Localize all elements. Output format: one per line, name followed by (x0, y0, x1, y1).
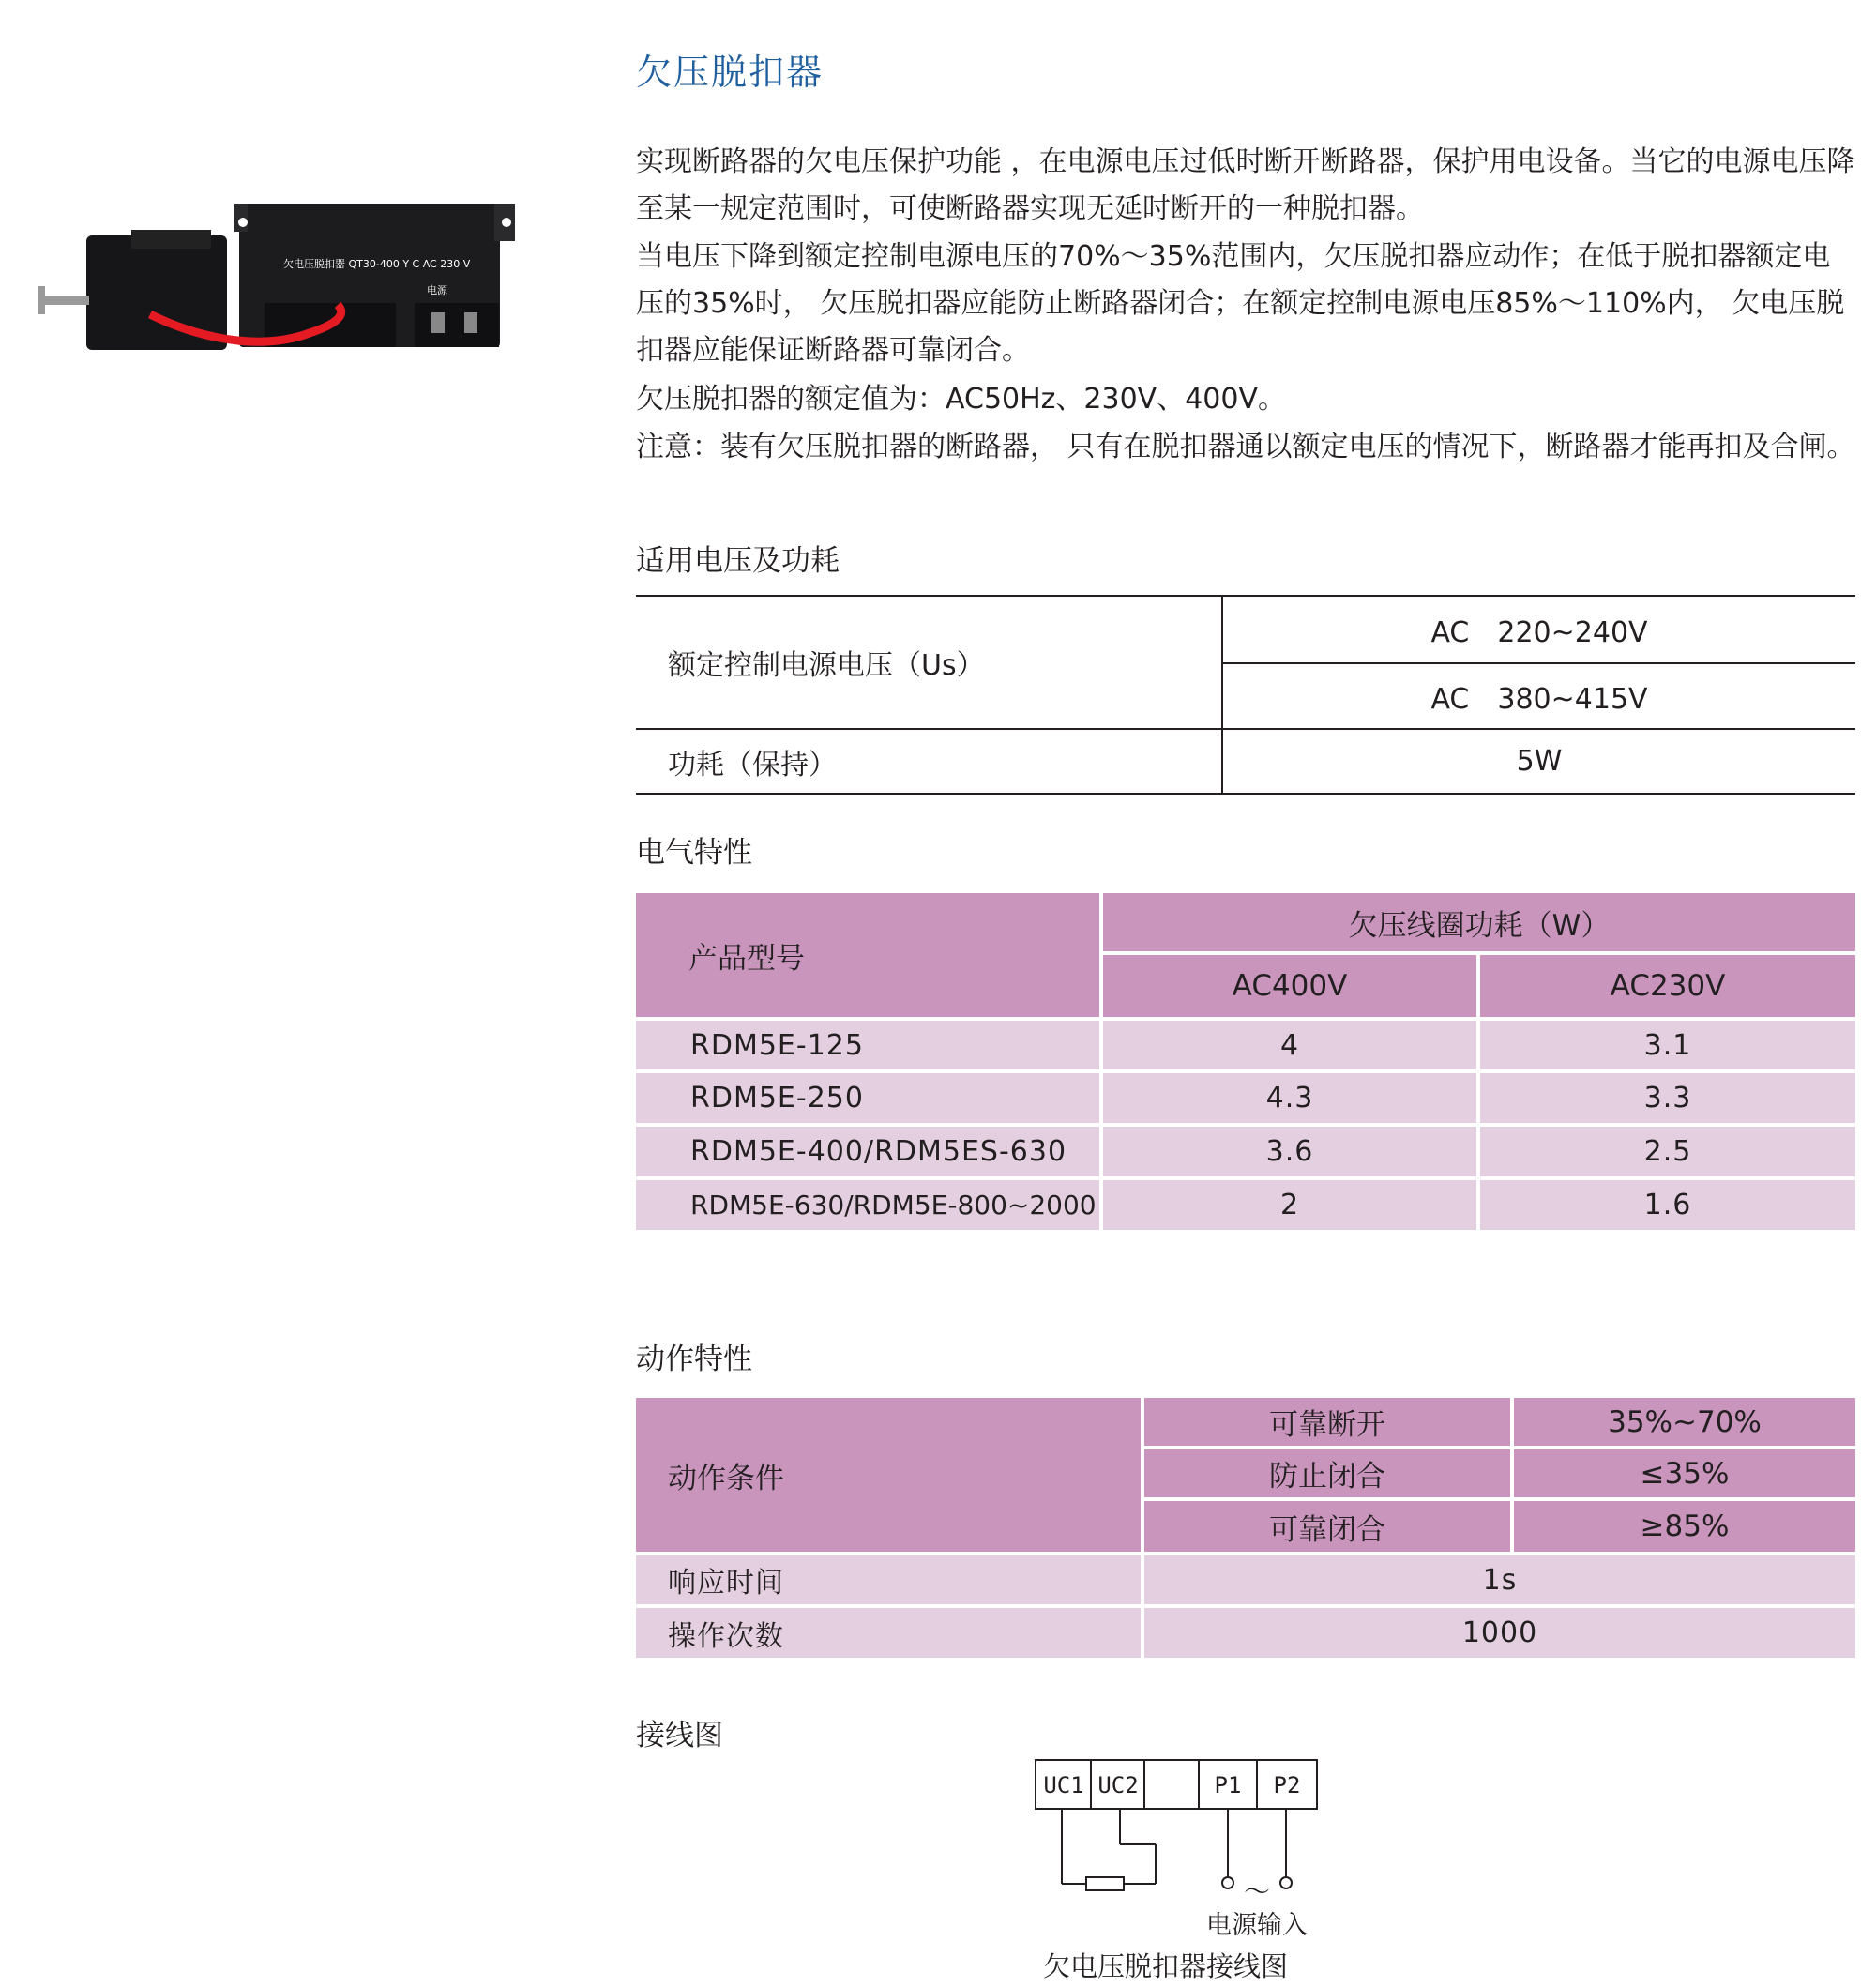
condition-value: ≤35% (1514, 1449, 1855, 1497)
action-paragraph: 当电压下降到额定控制电源电压的70%～35%范围内，欠压脱扣器应动作；在低于脱扣器额定电压的35%时， 欠压脱扣器应能防止断路器闭合；在额定控制电源电压85%～110%内， 欠电压脱扣器应能保证断路器可靠闭合。 (636, 240, 1845, 367)
wiring-diagram (1022, 1752, 1332, 1940)
condition-name: 可靠断开 (1144, 1398, 1510, 1446)
condition-name: 可靠闭合 (1144, 1501, 1510, 1552)
action-heading: 动作特性 (636, 1342, 752, 1376)
rated-voltage-value-2: AC 380~415V (1430, 683, 1648, 716)
condition-value: 35%~70% (1514, 1398, 1855, 1446)
table-row-ac230: 3.1 (1480, 1021, 1855, 1069)
table-row-ac230: 3.3 (1480, 1073, 1855, 1123)
terminal-p2: P2 (1273, 1772, 1301, 1798)
power-value: 5W (1516, 745, 1563, 778)
table-row-ac400: 3.6 (1103, 1127, 1476, 1176)
table-row-model: RDM5E-250 (636, 1073, 1099, 1123)
table-row-ac400: 4 (1103, 1021, 1476, 1069)
voltage-heading: 适用电压及功耗 (636, 544, 840, 578)
voltage-table (636, 595, 1855, 795)
power-label: 功耗（保持） (668, 748, 837, 781)
table-row-model: RDM5E-400/RDM5ES-630 (636, 1127, 1099, 1176)
terminal-uc2: UC2 (1097, 1772, 1139, 1798)
electrical-heading: 电气特性 (636, 836, 752, 870)
table-row-ac400: 4.3 (1103, 1073, 1476, 1123)
table-row-ac400: 2 (1103, 1180, 1476, 1230)
response-time-value: 1s (1144, 1555, 1855, 1604)
table-row-model: RDM5E-125 (636, 1021, 1099, 1069)
condition-value: ≥85% (1514, 1501, 1855, 1552)
wiring-heading: 接线图 (636, 1719, 723, 1752)
product-terminal-text: 电源 (427, 284, 447, 296)
rated-voltage-label: 额定控制电源电压（Us） (668, 649, 985, 682)
product-label-text: 欠电压脱扣器 QT30-400 Y C AC 230 V (283, 258, 471, 270)
power-input-label: 电源输入 (1206, 1911, 1308, 1940)
note-paragraph: 注意：装有欠压脱扣器的断路器， 只有在脱扣器通以额定电压的情况下，断路器才能再扣及合闸。 (636, 431, 1855, 463)
rated-voltage-value-1: AC 220~240V (1430, 616, 1648, 649)
operations-value: 1000 (1144, 1608, 1855, 1658)
model-header: 产品型号 (636, 893, 1099, 1017)
col-header-ac400: AC400V (1103, 955, 1476, 1017)
terminal-p1: P1 (1214, 1772, 1242, 1798)
page-title: 欠压脱扣器 (636, 52, 825, 93)
table-row-model: RDM5E-630/RDM5E-800~2000 (636, 1180, 1099, 1230)
table-row-ac230: 2.5 (1480, 1127, 1855, 1176)
col-header-ac230: AC230V (1480, 955, 1855, 1017)
condition-label: 动作条件 (636, 1398, 1141, 1552)
intro-paragraph: 实现断路器的欠电压保护功能 ，在电源电压过低时断开断路器，保护用电设备。当它的电源电压降至某一规定范围时，可使断路器实现无延时断开的一种脱扣器。 (636, 145, 1855, 225)
wiring-caption: 欠电压脱扣器接线图 (1043, 1950, 1289, 1982)
rating-paragraph: 欠压脱扣器的额定值为：AC50Hz、230V、400V。 (636, 383, 1286, 416)
terminal-uc1: UC1 (1043, 1772, 1084, 1798)
response-time-label: 响应时间 (636, 1555, 1141, 1604)
ac-symbol: ～ (1243, 1876, 1271, 1907)
condition-name: 防止闭合 (1144, 1449, 1510, 1497)
table-row-ac230: 1.6 (1480, 1180, 1855, 1230)
product-image (38, 192, 516, 356)
coil-header: 欠压线圈功耗（W） (1103, 893, 1855, 951)
operations-label: 操作次数 (636, 1608, 1141, 1658)
